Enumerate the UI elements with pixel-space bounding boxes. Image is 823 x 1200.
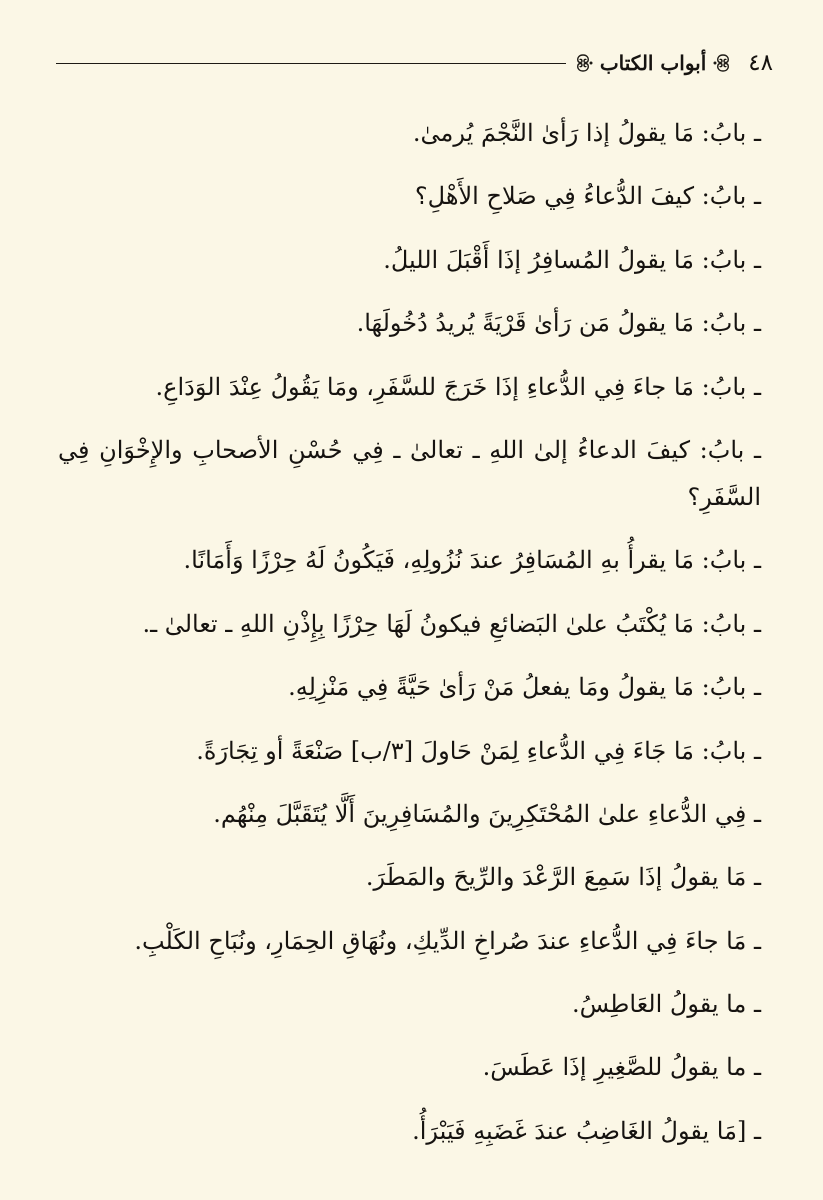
chapter-entry: ـ مَا جاءَ فِي الدُّعاءِ عندَ صُراخِ الدِّيكِ، ونُهَاقِ الحِمَارِ، ونُبَاحِ الكَلْبِ. bbox=[134, 926, 761, 955]
chapter-entry: ـ مَا يقولُ إذَا سَمِعَ الرَّعْدَ والرِّيحَ والمَطَرَ. bbox=[365, 863, 761, 892]
chapter-entry: ـ بابُ: مَا جاءَ فِي الدُّعاءِ إذَا خَرَجَ للسَّفَرِ، ومَا يَقُولُ عِنْدَ الوَدَاعِ. bbox=[155, 372, 761, 401]
chapter-entry: ـ بابُ: مَا يقرأُ بهِ المُسَافِرُ عندَ نُزُولِهِ، فَيَكُونُ لَهُ حِرْزًا وَأَمَانًا. bbox=[183, 546, 761, 575]
chapter-entry: ـ بابُ: مَا يُكْتَبُ علىٰ البَضائعِ فيكونُ لَهَا حِرْزًا بِإِذْنِ اللهِ ـ تعالىٰ ـ. bbox=[142, 609, 761, 638]
chapter-entry: ـ [مَا يقولُ الغَاضِبُ عندَ غَضَبِهِ فَيَبْرَأُ. bbox=[412, 1116, 761, 1145]
chapter-list bbox=[58, 110, 761, 1171]
floral-ornament-icon bbox=[572, 52, 594, 74]
header-title: أبواب الكتاب bbox=[599, 51, 707, 75]
chapter-entry: ـ بابُ: مَا يقولُ ومَا يفعلُ مَنْ رَأىٰ حَيَّةً فِي مَنْزِلِهِ. bbox=[288, 673, 761, 702]
chapter-entry: ـ بابُ: مَا جَاءَ فِي الدُّعاءِ لِمَنْ حَاولَ [٣/ب] صَنْعَةً أو تِجَارَةً. bbox=[196, 736, 761, 765]
chapter-entry: ـ بابُ: مَا يقولُ المُسافِرُ إذَا أَقْبَلَ الليلُ. bbox=[383, 245, 761, 274]
chapter-entry: ـ ما يقولُ العَاطِسُ. bbox=[572, 990, 761, 1019]
chapter-entry: ـ فِي الدُّعاءِ علىٰ المُحْتَكِرِينَ والمُسَافِرِينَ أَلَّا يُتَقَبَّلَ مِنْهُم. bbox=[213, 799, 761, 828]
chapter-entry: ـ بابُ: كيفَ الدُّعاءُ فِي صَلاحِ الأَهْلِ؟ bbox=[414, 182, 761, 211]
header-rule bbox=[56, 63, 566, 64]
page-number: ٤٨ bbox=[748, 49, 773, 76]
floral-ornament-icon bbox=[712, 52, 734, 74]
chapter-entry: ـ بابُ: مَا يقولُ مَن رَأىٰ قَرْيَةً يُريدُ دُخُولَهَا. bbox=[356, 309, 761, 338]
chapter-entry: ـ ما يقولُ للصَّغِيرِ إذَا عَطَسَ. bbox=[482, 1053, 761, 1082]
header-title-group bbox=[572, 51, 734, 75]
chapter-entry: ـ بابُ: كيفَ الدعاءُ إلىٰ اللهِ ـ تعالىٰ ـ فِي حُسْنِ الأصحابِ والإِخْوَانِ فِي السَّفَرِ؟ bbox=[58, 435, 762, 511]
running-header bbox=[50, 44, 773, 82]
chapter-entry: ـ بابُ: مَا يقولُ إذا رَأىٰ النَّجْمَ يُرمىٰ. bbox=[412, 119, 761, 147]
